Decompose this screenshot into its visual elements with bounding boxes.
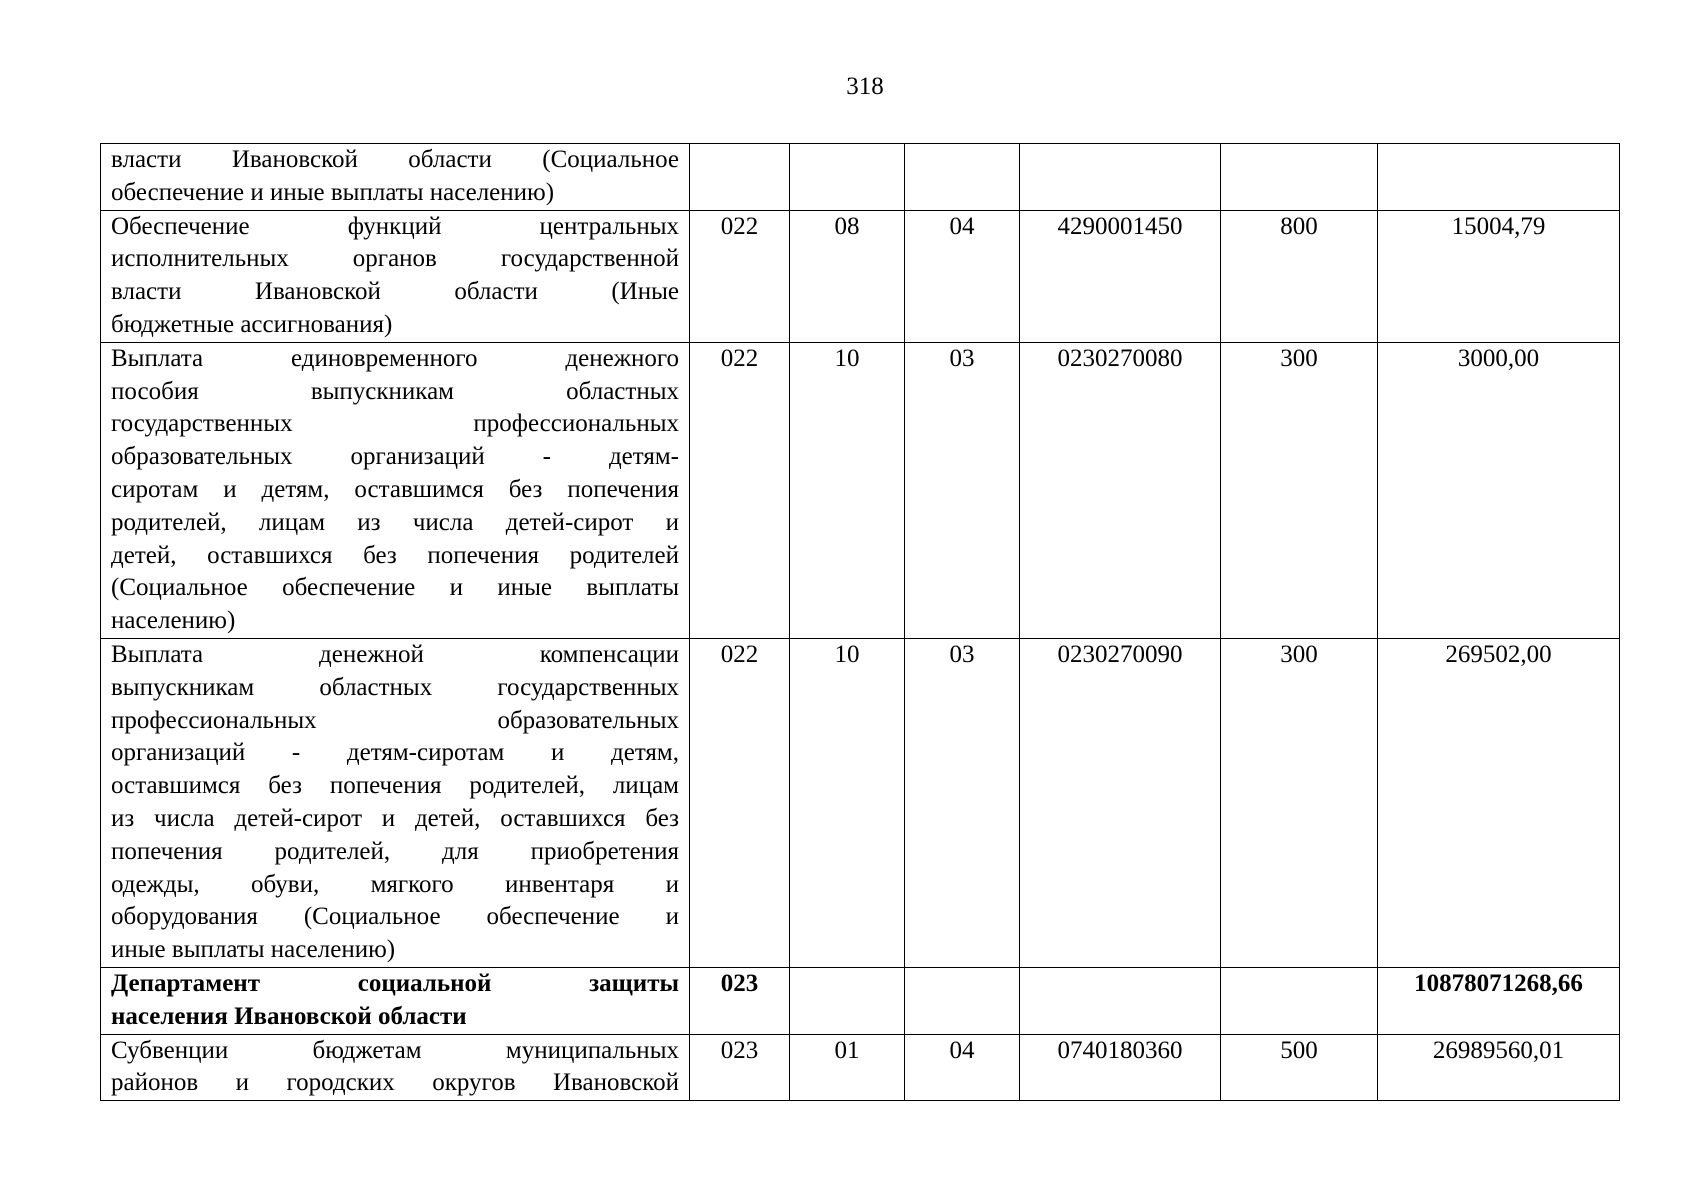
- target-code: 0740180360: [1020, 1034, 1221, 1101]
- ministry-code: 023: [690, 1034, 790, 1101]
- description-line: организаций - детям-сиротам и детям,: [111, 739, 679, 767]
- row-description: [101, 144, 690, 211]
- section-code: 10: [790, 342, 905, 638]
- subsection-code: [905, 967, 1020, 1034]
- amount: 269502,00: [1378, 638, 1620, 967]
- ministry-code: [690, 144, 790, 211]
- table-row: [101, 638, 1620, 967]
- description-line: оборудования (Социальное обеспечение и: [111, 903, 679, 931]
- table-row: [101, 1034, 1620, 1101]
- description-line: населению): [111, 607, 236, 635]
- subsection-code: 03: [905, 342, 1020, 638]
- table-row: [101, 210, 1620, 342]
- amount: 10878071268,66: [1378, 967, 1620, 1034]
- target-code: 0230270090: [1020, 638, 1221, 967]
- row-description: [101, 210, 690, 342]
- expense-type-code: [1221, 144, 1378, 211]
- description-line: (Социальное обеспечение и иные выплаты: [111, 574, 679, 602]
- ministry-code: 022: [690, 638, 790, 967]
- subsection-code: 03: [905, 638, 1020, 967]
- description-line: бюджетные ассигнования): [111, 310, 393, 338]
- section-code: 01: [790, 1034, 905, 1101]
- expense-type-code: [1221, 967, 1378, 1034]
- description-line: Выплата денежной компенсации: [111, 640, 679, 668]
- description-line: иные выплаты населению): [111, 936, 396, 964]
- budget-table-body: [101, 144, 1620, 1101]
- ministry-code: 023: [690, 967, 790, 1034]
- row-description: [101, 342, 690, 638]
- description-line: государственных профессиональных: [111, 410, 679, 438]
- amount: 15004,79: [1378, 210, 1620, 342]
- budget-table: [100, 143, 1620, 1101]
- row-description: [101, 1034, 690, 1101]
- section-code: 10: [790, 638, 905, 967]
- ministry-code: 022: [690, 342, 790, 638]
- description-line: обеспечение и иные выплаты населению): [111, 178, 555, 206]
- subsection-code: [905, 144, 1020, 211]
- description-line: родителей, лицам из числа детей-сирот и: [111, 508, 679, 536]
- amount: [1378, 144, 1620, 211]
- table-row: [101, 342, 1620, 638]
- target-code: [1020, 144, 1221, 211]
- expense-type-code: 800: [1221, 210, 1378, 342]
- description-line: исполнительных органов государственной: [111, 245, 679, 273]
- description-line: власти Ивановской области (Социальное: [111, 146, 679, 173]
- row-description: [101, 638, 690, 967]
- table-row: [101, 144, 1620, 211]
- ministry-code: 022: [690, 210, 790, 342]
- amount: 26989560,01: [1378, 1034, 1620, 1101]
- description-line: детей, оставшихся без попечения родителей: [111, 541, 679, 569]
- row-description: [101, 967, 690, 1034]
- description-line: населения Ивановской области: [111, 1002, 467, 1030]
- subsection-code: 04: [905, 210, 1020, 342]
- description-line: власти Ивановской области (Иные: [111, 278, 679, 306]
- description-line: из числа детей-сирот и детей, оставшихся без: [111, 804, 679, 832]
- description-line: оставшимся без попечения родителей, лицам: [111, 772, 679, 800]
- description-line: Департамент социальной защиты: [111, 969, 679, 997]
- expense-type-code: 300: [1221, 342, 1378, 638]
- target-code: 0230270080: [1020, 342, 1221, 638]
- amount: 3000,00: [1378, 342, 1620, 638]
- expense-type-code: 500: [1221, 1034, 1378, 1101]
- description-line: выпускникам областных государственных: [111, 673, 679, 701]
- description-line: пособия выпускникам областных: [111, 377, 679, 405]
- description-line: Обеспечение функций центральных: [111, 212, 679, 240]
- section-code: [790, 144, 905, 211]
- description-line: профессиональных образовательных: [111, 706, 679, 734]
- description-line: сиротам и детям, оставшимся без попечения: [111, 475, 679, 503]
- section-code: 08: [790, 210, 905, 342]
- subsection-code: 04: [905, 1034, 1020, 1101]
- page-number: 318: [846, 73, 884, 100]
- target-code: 4290001450: [1020, 210, 1221, 342]
- description-line: районов и городских округов Ивановской: [111, 1069, 679, 1097]
- description-line: образовательных организаций - детям-: [111, 443, 679, 471]
- description-line: Субвенции бюджетам муниципальных: [111, 1036, 679, 1064]
- table-row: [101, 967, 1620, 1034]
- target-code: [1020, 967, 1221, 1034]
- description-line: попечения родителей, для приобретения: [111, 837, 679, 865]
- description-line: Выплата единовременного денежного: [111, 344, 679, 372]
- description-line: одежды, обуви, мягкого инвентаря и: [111, 870, 679, 898]
- expense-type-code: 300: [1221, 638, 1378, 967]
- section-code: [790, 967, 905, 1034]
